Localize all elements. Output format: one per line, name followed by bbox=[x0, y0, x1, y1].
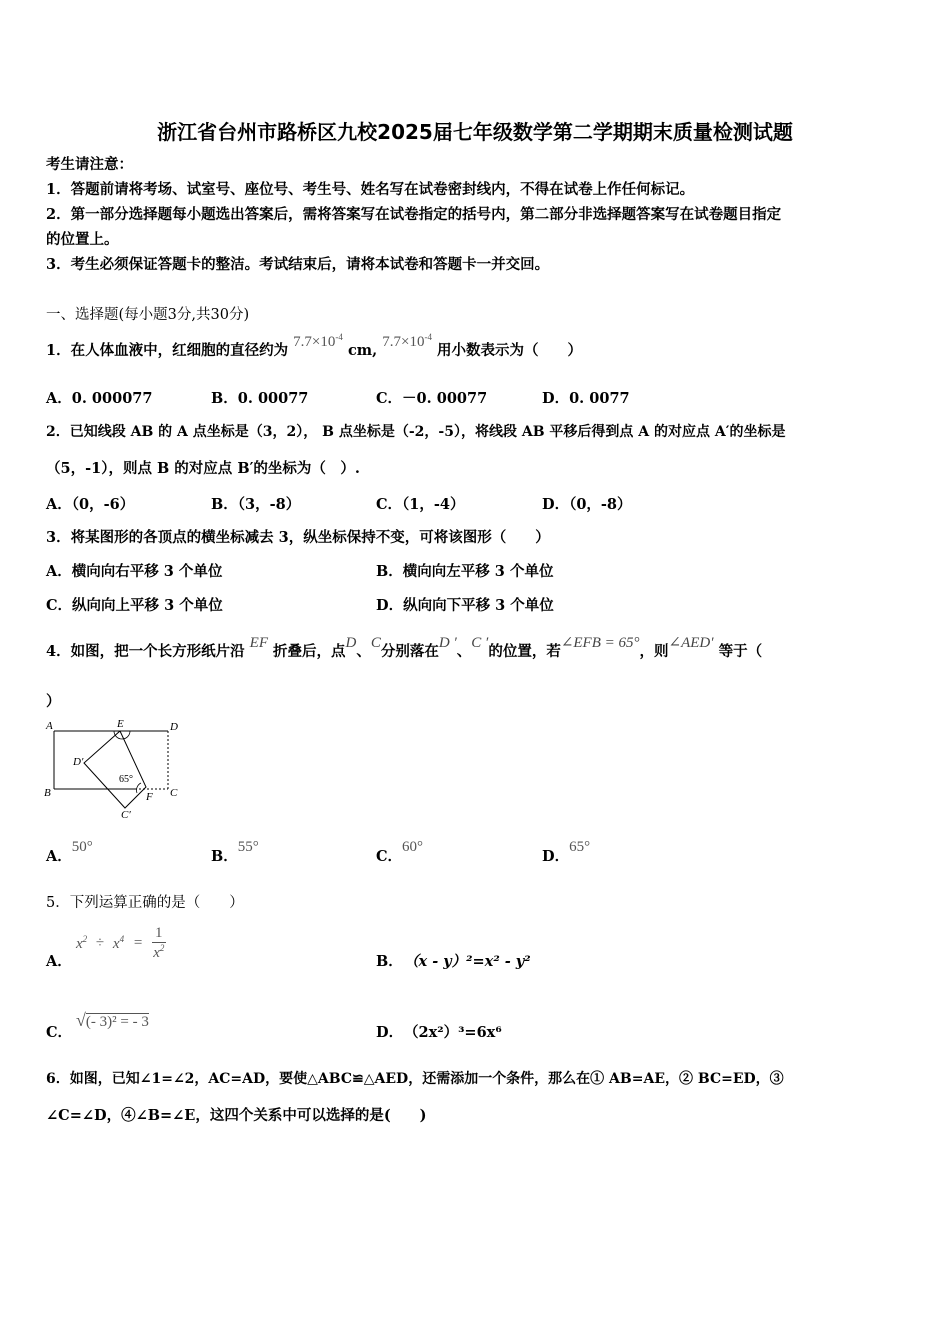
q4-stem: 4．如图，把一个长方形纸片沿 EF 折叠后，点D、C分别落在D ′、C ′的位置，若∠EFB = 65°，则∠AED′ 等于（ bbox=[46, 635, 763, 660]
fig-label-e: E bbox=[117, 718, 124, 730]
q1-text: 在人体血液中，红细胞的直径约为 bbox=[70, 342, 289, 359]
q4-cp: C ′ bbox=[471, 635, 489, 651]
q5-stem: 5．下列运算正确的是（ ） bbox=[46, 895, 244, 911]
q2-option-a: A．（0，-6） bbox=[46, 496, 135, 513]
notice-item-2: 2．第一部分选择题每小题选出答案后，需将答案写在试卷指定的括号内，第二部分非选择题答案写在试卷题目指定 bbox=[46, 206, 782, 223]
notice-item-3: 3．考生必须保证答题卡的整洁。考试结束后，请将本试卷和答题卡一并交回。 bbox=[46, 256, 550, 273]
q5-option-a-expr: $x^2 \div x^4$ = $\frac{1}{x^2}$ bbox=[76, 925, 165, 961]
q4-d: D bbox=[345, 635, 357, 651]
q4-c: C bbox=[370, 635, 381, 651]
q1-expr-2: $7.7\times 10^{-4}$ bbox=[382, 332, 432, 350]
fig-angle: 65° bbox=[119, 774, 133, 785]
q1-option-c: C．－0. 00077 bbox=[376, 390, 488, 407]
q4-option-c: C．60° bbox=[376, 839, 424, 865]
q5-option-c-label: C． bbox=[46, 1024, 73, 1041]
q3-option-b: B．横向向左平移 3 个单位 bbox=[376, 563, 554, 580]
q2-stem: 2．已知线段 AB 的 A 点坐标是（3，2）， B 点坐标是（-2，-5），将线段 AB 平移后得到点 A 的对应点 A′的坐标是 bbox=[46, 424, 786, 440]
fig-label-f: F bbox=[146, 791, 153, 803]
q5-option-c-expr: √(- 3)² = - 3 bbox=[76, 1010, 149, 1030]
q3-option-a: A．横向向右平移 3 个单位 bbox=[46, 563, 223, 580]
q4-dp: D ′ bbox=[438, 635, 457, 651]
q1-stem bbox=[46, 332, 583, 360]
q1-option-a: A．0. 000077 bbox=[46, 390, 153, 407]
page-title: 浙江省台州市路桥区九校2025届七年级数学第二学期期末质量检测试题 bbox=[157, 120, 793, 144]
q6-stem-cont: ∠C=∠D，④∠B=∠E，这四个关系中可以选择的是( ) bbox=[46, 1107, 427, 1124]
q1-expr: $7.7\times 10^{-4}$ bbox=[293, 332, 343, 350]
q5-option-b: （x - y）²=x² - y² bbox=[404, 953, 531, 970]
fig-label-c: C bbox=[170, 787, 178, 799]
notice-header: 考生请注意： bbox=[46, 156, 133, 173]
q6-stem: 6．如图，已知∠1=∠2，AC=AD，要使△ABC≌△AED，还需添加一个条件，那么在① AB=AE，② BC=ED，③ bbox=[46, 1071, 784, 1087]
q2-option-c: C．（1，-4） bbox=[376, 496, 465, 513]
fig-label-dp: D′ bbox=[73, 756, 84, 768]
q4-figure bbox=[40, 715, 190, 825]
fig-label-cp: C′ bbox=[121, 809, 131, 821]
notice-item-1: 1．答题前请将考场、试室号、座位号、考生号、姓名写在试卷密封线内，不得在试卷上作任何标记。 bbox=[46, 181, 695, 198]
q5-option-d-label: D． bbox=[376, 1024, 404, 1041]
q5-option-d: （2x²）³=6x⁶ bbox=[404, 1024, 502, 1041]
q4-option-b: B．55° bbox=[211, 839, 259, 865]
q4-condition: ∠EFB = 65° bbox=[560, 635, 640, 651]
notice-item-2-cont: 的位置上。 bbox=[46, 231, 119, 248]
q1-option-b: B．0. 00077 bbox=[211, 390, 309, 407]
section-heading: 一、选择题(每小题3分,共30分) bbox=[46, 307, 250, 323]
q3-stem: 3．将某图形的各顶点的横坐标减去 3，纵坐标保持不变，可将该图形（ ） bbox=[46, 529, 550, 546]
q4-option-a: A．50° bbox=[46, 839, 93, 865]
fig-label-d: D bbox=[170, 721, 178, 733]
q1-unit: cm, bbox=[347, 342, 378, 359]
q3-option-d: D．纵向向下平移 3 个单位 bbox=[376, 597, 554, 614]
q1-text-post: 用小数表示为（ ） bbox=[437, 342, 583, 359]
q2-option-d: D．（0，-8） bbox=[542, 496, 632, 513]
q1-number: 1． bbox=[46, 342, 71, 359]
fig-label-a: A bbox=[46, 720, 53, 732]
q1-option-d: D．0. 0077 bbox=[542, 390, 630, 407]
q5-option-a-label: A． bbox=[46, 953, 72, 970]
q2-option-b: B．（3，-8） bbox=[211, 496, 301, 513]
fig-label-b: B bbox=[44, 787, 51, 799]
q4-ef: EF bbox=[249, 635, 268, 651]
q3-option-c: C．纵向向上平移 3 个单位 bbox=[46, 597, 223, 614]
q5-option-b-label: B． bbox=[376, 953, 403, 970]
q4-option-d: D．65° bbox=[542, 839, 591, 865]
q4-close: ） bbox=[46, 693, 61, 710]
q2-stem-cont: （5，-1），则点 B 的对应点 B′的坐标为（ ）. bbox=[46, 460, 360, 477]
q4-ask: ∠AED′ bbox=[668, 635, 714, 651]
